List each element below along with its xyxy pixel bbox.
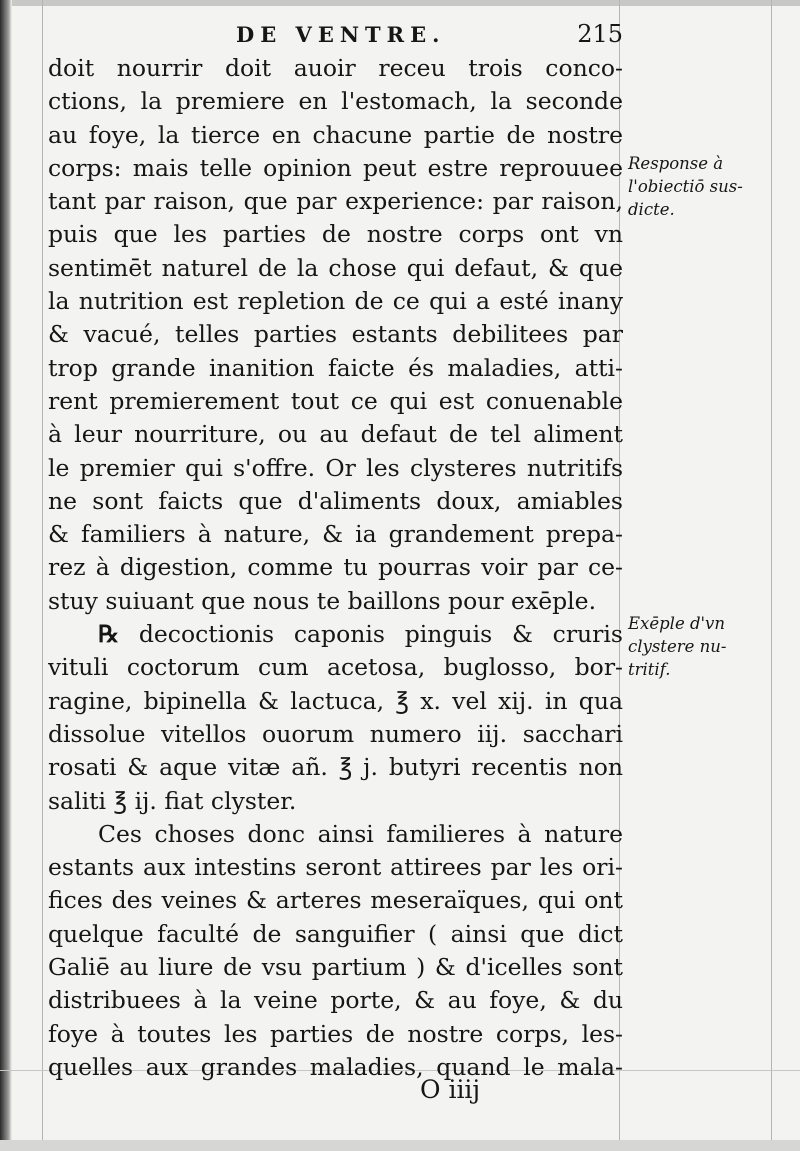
text-line: estants aux intestins seront attirees par les ori- — [48, 853, 623, 882]
recipe-line: saliti ℥ ij. fiat clyster. — [48, 786, 297, 815]
margin-note-line: dicte. — [628, 200, 675, 219]
text-line: quelles aux grandes maladies, quand le mala- — [48, 1052, 623, 1081]
page-header — [48, 22, 623, 50]
recipe-text: decoctionis caponis pinguis & cruris — [119, 620, 623, 649]
page-number: 215 — [577, 20, 623, 48]
main-text-block — [48, 52, 623, 1084]
paragraph-first-line: Ces choses donc ainsi familieres à nature — [98, 819, 623, 848]
margin-note-line: tritif. — [628, 660, 671, 679]
page-top-edge — [0, 0, 800, 6]
margin-note-response — [628, 152, 756, 221]
margin-note-example — [628, 612, 756, 681]
text-line: quelque faculté de sanguifier ( ainsi que dict — [48, 919, 623, 948]
recipe-line: rosati & aque vitæ añ. ℥ j. butyri recentis non — [48, 753, 623, 782]
text-line: au foye, la tierce en chacune partie de nostre — [48, 120, 623, 149]
text-line: ne sont faicts que d'aliments doux, amiables — [48, 486, 623, 515]
text-line: trop grande inanition faicte és maladies, atti- — [48, 353, 623, 382]
text-line: & vacué, telles parties estants debilitees par — [48, 320, 623, 349]
recipe-line: vituli coctorum cum acetosa, buglosso, bor- — [48, 653, 623, 682]
page-right-rule — [771, 0, 772, 1151]
recipe-symbol: ℞ — [98, 620, 120, 649]
text-line: stuy suiuant que nous te baillons pour exēple. — [48, 586, 597, 615]
page-bottom-edge — [0, 1140, 800, 1151]
text-line: Galiē au liure de vsu partium ) & d'icelles sont — [48, 953, 623, 982]
recipe-first-line — [48, 618, 623, 651]
text-line: ctions, la premiere en l'estomach, la seconde — [48, 87, 623, 116]
text-line: foye à toutes les parties de nostre corps, les- — [48, 1019, 623, 1048]
text-line: corps: mais telle opinion peut estre reprouuee — [48, 153, 623, 182]
text-line: & familiers à nature, & ia grandement prepa- — [48, 520, 623, 549]
text-block-left-rule — [42, 0, 43, 1151]
margin-note-line: l'obiectiō sus- — [628, 177, 743, 196]
text-line: rez à digestion, comme tu pourras voir par ce- — [48, 553, 623, 582]
text-line: distribuees à la veine porte, & au foye, & du — [48, 986, 623, 1015]
page-gutter-shadow — [0, 0, 12, 1151]
text-line: la nutrition est repletion de ce qui a esté inany — [48, 287, 623, 316]
running-head: DE VENTRE. — [236, 22, 446, 47]
text-line: à leur nourriture, ou au defaut de tel aliment — [48, 420, 623, 449]
text-line: sentimēt naturel de la chose qui defaut, & que — [48, 253, 623, 282]
margin-note-line: Exēple d'vn — [628, 614, 726, 633]
signature-mark: O iiij — [420, 1075, 481, 1104]
text-line: fices des veines & arteres meseraïques, qui ont — [48, 886, 623, 915]
text-line: rent premierement tout ce qui est conuenable — [48, 386, 623, 415]
text-line: le premier qui s'offre. Or les clysteres nutritifs — [48, 453, 623, 482]
margin-note-line: clystere nu- — [628, 637, 727, 656]
recipe-line: ragine, bipinella & lactuca, ℥ x. vel xij. in qua — [48, 686, 623, 715]
text-line: tant par raison, que par experience: par raison, — [48, 187, 623, 216]
recipe-line: dissolue vitellos ouorum numero iij. sacchari — [48, 719, 623, 748]
text-line: puis que les parties de nostre corps ont vn — [48, 220, 623, 249]
text-line: doit nourrir doit auoir receu trois conco- — [48, 54, 623, 82]
margin-note-line: Response à — [628, 154, 724, 173]
